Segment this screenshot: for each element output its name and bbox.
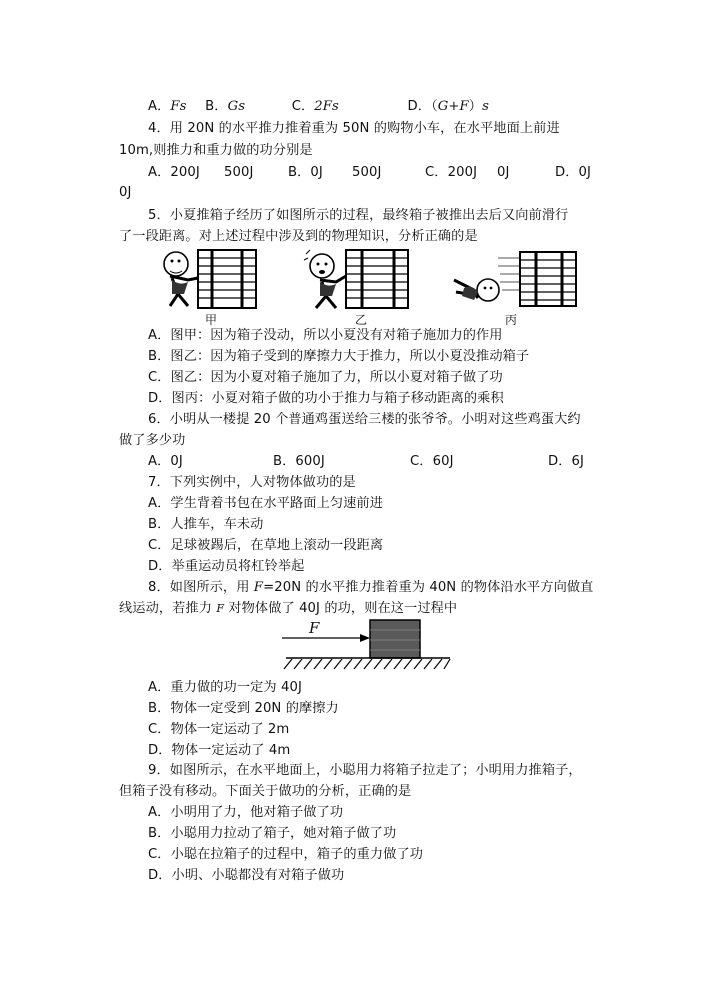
q4-opt-b: B．0J: [288, 165, 323, 180]
q3-opt-d-label: D．（: [407, 99, 438, 114]
q4-opt-c: C．200J: [425, 165, 478, 180]
q5-figure-jia: [158, 246, 268, 312]
q8-opt-b: B．物体一定受到 20N 的摩擦力: [148, 701, 339, 716]
q5-figure-yi: [302, 246, 414, 312]
q5-opt-b: B．图乙：因为箱子受到的摩擦力大于推力，所以小夏没推动箱子: [148, 349, 530, 364]
q4-opt-a-2: 500J: [224, 165, 254, 180]
q8-stem-line2: 线运动，若推力 F 对物体做了 40J 的功，则在这一过程中: [119, 601, 458, 616]
q8-figure: [282, 616, 452, 672]
q4-stem-line2: 10m,则推力和重力做的功分别是: [119, 143, 313, 158]
q7-opt-b: B．人推车，车未动: [148, 517, 264, 532]
q5-opt-a: A．图甲：因为箱子没动，所以小夏没有对箱子施加力的作用: [148, 328, 503, 343]
q3-opt-d-value: G+F: [437, 99, 469, 114]
q4-opt-a: A．200J: [148, 165, 200, 180]
q5-figure-bing: [450, 248, 580, 312]
q3-opt-c-label: C．: [291, 99, 315, 114]
q3-opt-a-label: A．: [148, 99, 171, 114]
q8-force-label: F: [309, 619, 320, 637]
q7-opt-c: C．足球被踢后，在草地上滚动一段距离: [148, 538, 384, 553]
q5-opt-c: C．图乙：因为小夏对箱子施加了力，所以小夏对箱子做了功: [148, 370, 503, 385]
q9-stem-line1: 9．如图所示，在水平地面上，小聪用力将箱子拉走了；小明用力推箱子，: [148, 763, 582, 778]
q6-stem-line1: 6．小明从一楼提 20 个普通鸡蛋送给三楼的张爷爷。小明对这些鸡蛋大约: [148, 412, 581, 427]
q9-stem-line2: 但箱子没有移动。下面关于做功的分析，正确的是: [119, 784, 412, 799]
q3-opt-d-s: s: [482, 99, 489, 114]
q6-stem-line2: 做了多少功: [119, 433, 186, 448]
q4-opt-d-2: 0J: [119, 185, 132, 200]
q3-opt-a-value: Fs: [170, 99, 187, 114]
q3-opt-d-paren: ）: [468, 99, 483, 114]
q9-opt-c: C．小聪在拉箱子的过程中，箱子的重力做了功: [148, 847, 424, 862]
q3-opt-c-value: 2Fs: [314, 99, 339, 114]
q4-opt-d: D．0J: [555, 165, 592, 180]
q8-opt-c: C．物体一定运动了 2m: [148, 722, 290, 737]
q8-opt-a: A．重力做的功一定为 40J: [148, 680, 302, 695]
q6-opt-a: A．0J: [148, 454, 183, 469]
q9-opt-b: B．小聪用力拉动了箱子，她对箱子做了功: [148, 826, 397, 841]
q5-stem-line2: 了一段距离。对上述过程中涉及到的物理知识，分析正确的是: [119, 229, 478, 244]
q4-opt-c-2: 0J: [497, 165, 510, 180]
q5-stem-line1: 5．小夏推箱子经历了如图所示的过程，最终箱子被推出去后又向前滑行: [148, 208, 569, 223]
q5-label-yi: 乙: [355, 313, 368, 327]
q3-opt-b-label: B．: [205, 99, 228, 114]
q7-opt-d: D．举重运动员将杠铃举起: [148, 559, 305, 574]
q6-opt-b: B．600J: [273, 454, 325, 469]
q5-label-jia: 甲: [205, 313, 218, 327]
q4-stem-line1: 4．用 20N 的水平推力推着重为 50N 的购物小车，在水平地面上前进: [148, 121, 560, 136]
q7-opt-a: A．学生背着书包在水平路面上匀速前进: [148, 496, 384, 511]
q6-opt-c: C．60J: [410, 454, 454, 469]
q5-opt-d: D．图丙：小夏对箱子做的功小于推力与箱子移动距离的乘积: [148, 391, 504, 406]
q3-opt-b-value: Gs: [227, 99, 246, 114]
q4-opt-b-2: 500J: [352, 165, 382, 180]
q7-stem: 7．下列实例中，人对物体做功的是: [148, 475, 356, 490]
q3-options: [148, 98, 489, 116]
q6-opt-d: D．6J: [548, 454, 585, 469]
q9-opt-d: D．小明、小聪都没有对箱子做功: [148, 868, 345, 883]
q8-stem-line1: 8．如图所示，用 F=20N 的水平推力推着重为 40N 的物体沿水平方向做直: [148, 580, 594, 595]
q8-opt-d: D．物体一定运动了 4m: [148, 743, 291, 758]
q5-label-bing: 丙: [505, 313, 518, 327]
q9-opt-a: A．小明用了力，他对箱子做了功: [148, 805, 344, 820]
